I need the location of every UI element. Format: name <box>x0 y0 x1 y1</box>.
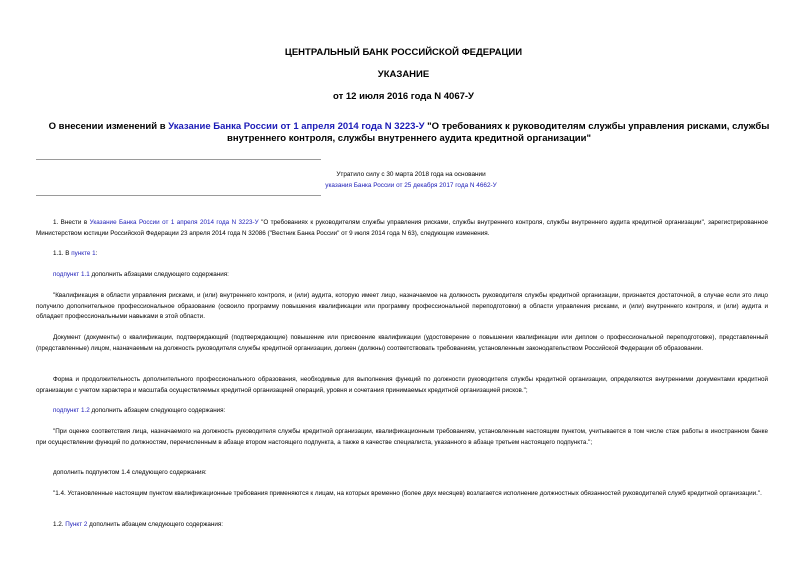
document-date: от 12 июля 2016 года N 4067-У <box>333 91 474 102</box>
p11-suffix: дополнить абзацем следующего содержания: <box>87 521 224 528</box>
paragraph-4: "Квалификация в области управления рисками, и (или) внутреннего контроля, и (или) аудита, которую имеет лицо, назначаемое на должность руководителя службы кредитной организации, признается достаточной, в случае если это лицо получило дополнительное профессиональное образование (освоило программу повышения квалификации или программу профессиональной переподготовки) в области управления рисками, и (или) внутреннего контроля, и (или) аудита и обладает профессиональными навыками в этой области. <box>36 292 768 320</box>
paragraph-3 <box>36 270 768 281</box>
p2-prefix: 1.1. В <box>53 250 72 257</box>
p2-point-link[interactable]: пункте 1 <box>71 250 96 257</box>
paragraph-2 <box>36 249 768 260</box>
status-note-text: Утратило силу с 30 марта 2018 года на основании <box>336 171 486 178</box>
paragraph-5: Документ (документы) о квалификации, подтверждающий (подтверждающие) повышение или присвоение квалификации (удостоверение о повышении квалификации или диплом о профессиональной переподготовке), представленный (представленные) лицом, назначаемым на должность руководителя службы кредитной организации, должен (должны) соответствовать требованиям, установленным законодательством Российской Федерации об образовании. <box>36 334 768 352</box>
divider-top <box>36 159 321 160</box>
p7-subpoint-link[interactable]: подпункт 1.2 <box>53 407 90 414</box>
paragraph-6: Форма и продолжительность дополнительного профессионального образования, необходимые для выполнения функций по должности руководителя службы кредитной организации, определяются внутренними документами кредитной организации с учетом характера и масштаба осуществляемых кредитной организацией операций, уровня и сочетания принимаемых кредитной организацией рисков."; <box>36 376 768 394</box>
title-prefix: О внесении изменений в <box>48 121 169 132</box>
paragraph-8: "При оценке соответствия лица, назначаемого на должность руководителя службы кредитной организации, квалификационным требованиям, установленным настоящим пунктом, учитывается в том числе стаж работы в иностранном банке при осуществлении функций по должностям, перечисленным в абзаце втором настоящего подпункта, а также в качестве специалиста, указанного в абзаце третьем настоящего подпункта."; <box>36 428 768 446</box>
document-type: УКАЗАНИЕ <box>377 69 430 80</box>
p1-suffix: "О требованиях к руководителям службы управления рисками, службы внутреннего контроля, службы внутреннего аудита кредитной организации", зарегистрированное Министерством юстиции Российской Федерации 23 апреля 2014 года N 32086 ("Вестник Банка России" от 9 июля 2014 года N 63), следующие изменения. <box>36 219 768 237</box>
title-reference-link[interactable]: Указание Банка России от 1 апреля 2014 года N 3223-У <box>168 121 425 132</box>
issuer-heading: ЦЕНТРАЛЬНЫЙ БАНК РОССИЙСКОЙ ФЕДЕРАЦИИ <box>284 47 523 58</box>
status-note-link[interactable]: указания Банка России от 25 декабря 2017 года N 4662-У <box>325 181 497 189</box>
p3-suffix: дополнить абзацами следующего содержания: <box>89 271 229 278</box>
paragraph-10: "1.4. Установленные настоящим пунктом квалификационные требования применяются к лицам, на которых временно (более двух месяцев) возлагается исполнение должностных обязанностей руководителей служб кредитной организации.". <box>53 490 762 497</box>
document-title <box>44 121 774 145</box>
divider-bottom <box>36 195 321 196</box>
paragraph-11 <box>36 520 768 531</box>
paragraph-1 <box>36 218 768 239</box>
paragraph-7 <box>36 406 768 417</box>
status-note <box>303 170 519 191</box>
p2-suffix: : <box>95 250 98 257</box>
p3-subpoint-link[interactable]: подпункт 1.1 <box>53 271 90 278</box>
p11-point-link[interactable]: Пункт 2 <box>65 521 88 528</box>
p11-prefix: 1.2. <box>53 521 66 528</box>
paragraph-9: дополнить подпунктом 1.4 следующего содержания: <box>53 469 207 476</box>
title-suffix: "О требованиях к руководителям службы управления рисками, службы внутреннего контроля, службы внутреннего аудита кредитной организации" <box>227 121 770 144</box>
p1-prefix: 1. Внести в <box>53 219 90 226</box>
p1-reference-link[interactable]: Указание Банка России от 1 апреля 2014 года N 3223-У <box>89 219 259 226</box>
p7-suffix: дополнить абзацем следующего содержания: <box>89 407 226 414</box>
